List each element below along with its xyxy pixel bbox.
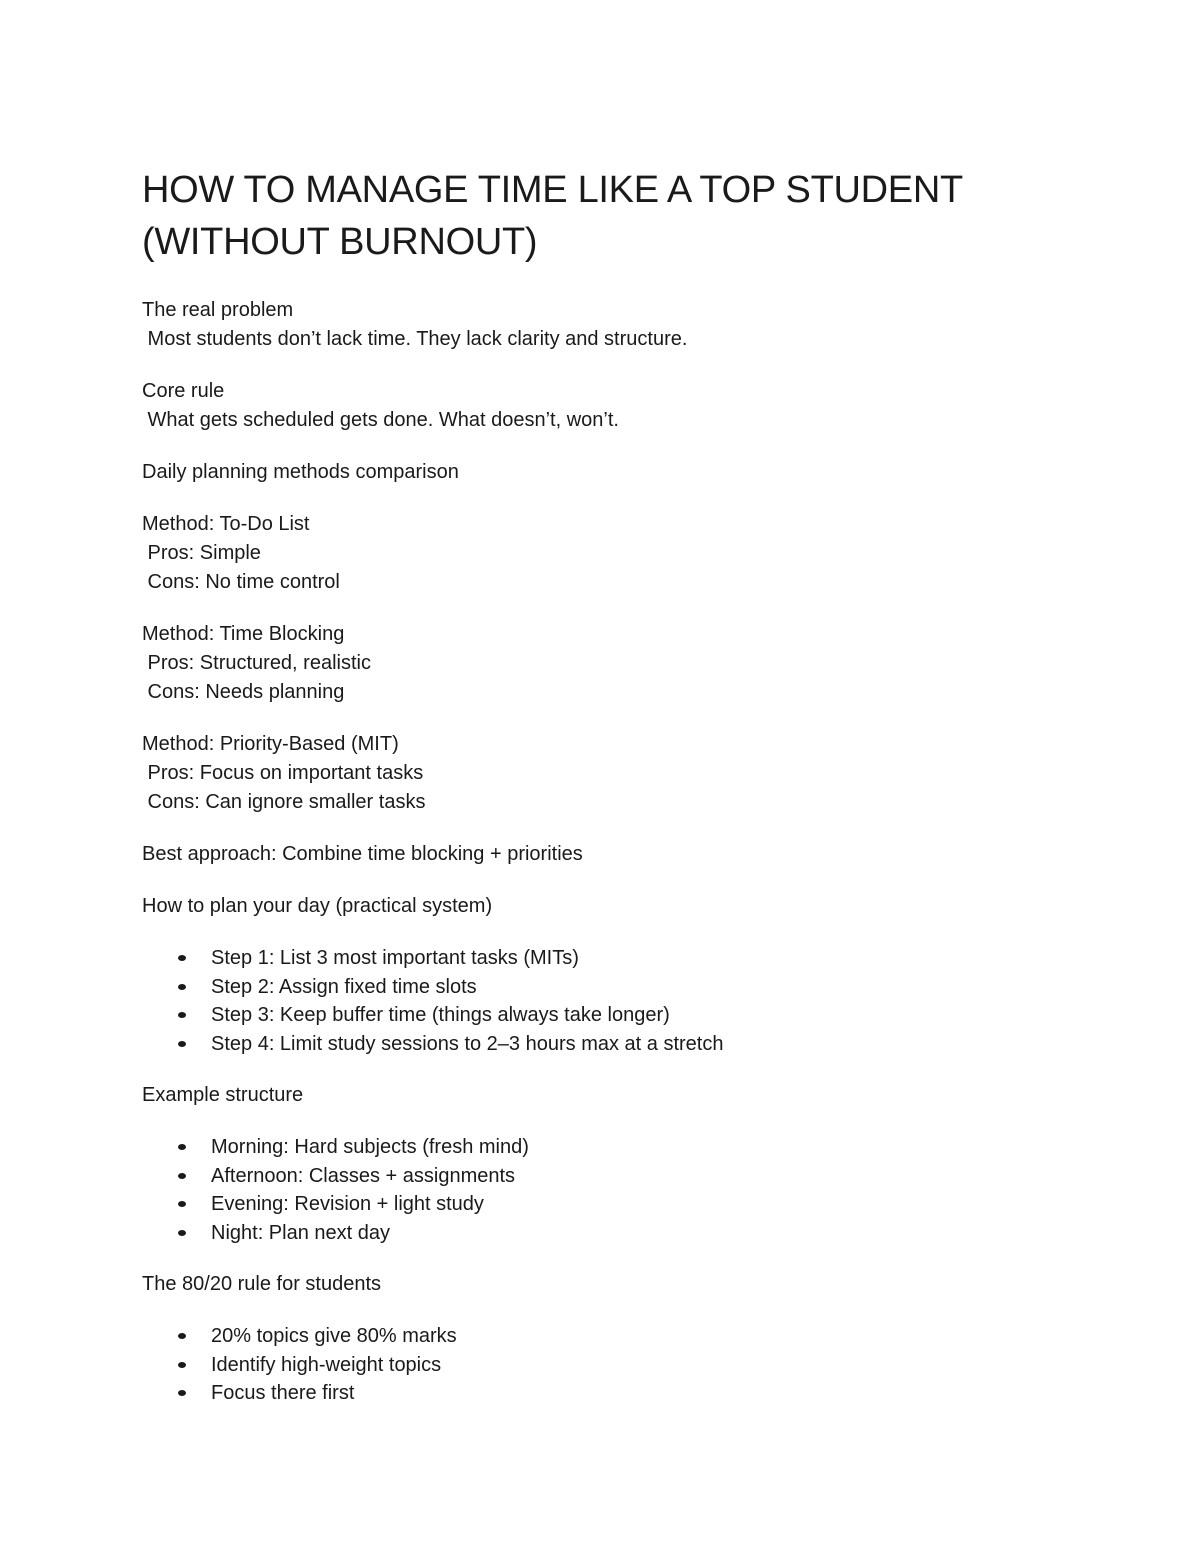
method-name: Method: To-Do List: [142, 513, 310, 535]
method-cons: Cons: No time control: [142, 571, 340, 593]
section-heading-plan-day: How to plan your day (practical system): [142, 895, 493, 917]
bullet-icon: [178, 1041, 186, 1047]
list-item: 20% topics give 80% marks: [142, 1322, 1082, 1351]
list-item: Step 1: List 3 most important tasks (MITs): [142, 944, 1082, 973]
method-block: [142, 730, 1082, 817]
list-item: Step 3: Keep buffer time (things always take longer): [142, 1001, 1082, 1030]
section-heading-80-20-rule: The 80/20 rule for students: [142, 1273, 382, 1295]
section-heading-core-rule: Core rule: [142, 380, 225, 402]
method-pros: Pros: Focus on important tasks: [142, 762, 424, 784]
method-pros: Pros: Simple: [142, 542, 261, 564]
core-rule-body: What gets scheduled gets done. What doesn’t, won’t.: [142, 409, 619, 431]
title-line-1: HOW TO MANAGE TIME LIKE A TOP STUDENT: [142, 169, 963, 211]
section-heading-comparison: Daily planning methods comparison: [142, 461, 459, 483]
list-item: Afternoon: Classes + assignments: [142, 1162, 1082, 1191]
list-item: Morning: Hard subjects (fresh mind): [142, 1133, 1082, 1162]
method-pros: Pros: Structured, realistic: [142, 652, 371, 674]
bullet-icon: [178, 1012, 186, 1018]
bullet-icon: [178, 1201, 186, 1207]
method-block: [142, 620, 1082, 707]
bullet-icon: [178, 1362, 186, 1368]
list-item: Evening: Revision + light study: [142, 1190, 1082, 1219]
bullet-icon: [178, 1230, 186, 1236]
rule-80-20-list: [142, 1322, 1082, 1408]
document-page: [142, 164, 1082, 1408]
bullet-icon: [178, 1390, 186, 1396]
method-cons: Cons: Can ignore smaller tasks: [142, 791, 426, 813]
bullet-icon: [178, 1173, 186, 1179]
list-item: Step 4: Limit study sessions to 2–3 hours max at a stretch: [142, 1030, 1082, 1059]
bullet-icon: [178, 1333, 186, 1339]
bullet-icon: [178, 955, 186, 961]
method-name: Method: Time Blocking: [142, 623, 345, 645]
example-structure-list: [142, 1133, 1082, 1247]
list-item: Night: Plan next day: [142, 1219, 1082, 1248]
document-title: [142, 164, 1082, 268]
best-approach: Best approach: Combine time blocking + priorities: [142, 843, 583, 865]
list-item: Step 2: Assign fixed time slots: [142, 973, 1082, 1002]
method-cons: Cons: Needs planning: [142, 681, 345, 703]
real-problem-body: Most students don’t lack time. They lack clarity and structure.: [142, 328, 688, 350]
title-line-2: (WITHOUT BURNOUT): [142, 221, 538, 263]
bullet-icon: [178, 984, 186, 990]
method-name: Method: Priority-Based (MIT): [142, 733, 399, 755]
list-item: Identify high-weight topics: [142, 1351, 1082, 1380]
method-block: [142, 510, 1082, 597]
section-heading-example-structure: Example structure: [142, 1084, 304, 1106]
plan-day-steps-list: [142, 944, 1082, 1058]
bullet-icon: [178, 1144, 186, 1150]
section-heading-real-problem: The real problem: [142, 299, 294, 321]
list-item: Focus there first: [142, 1379, 1082, 1408]
